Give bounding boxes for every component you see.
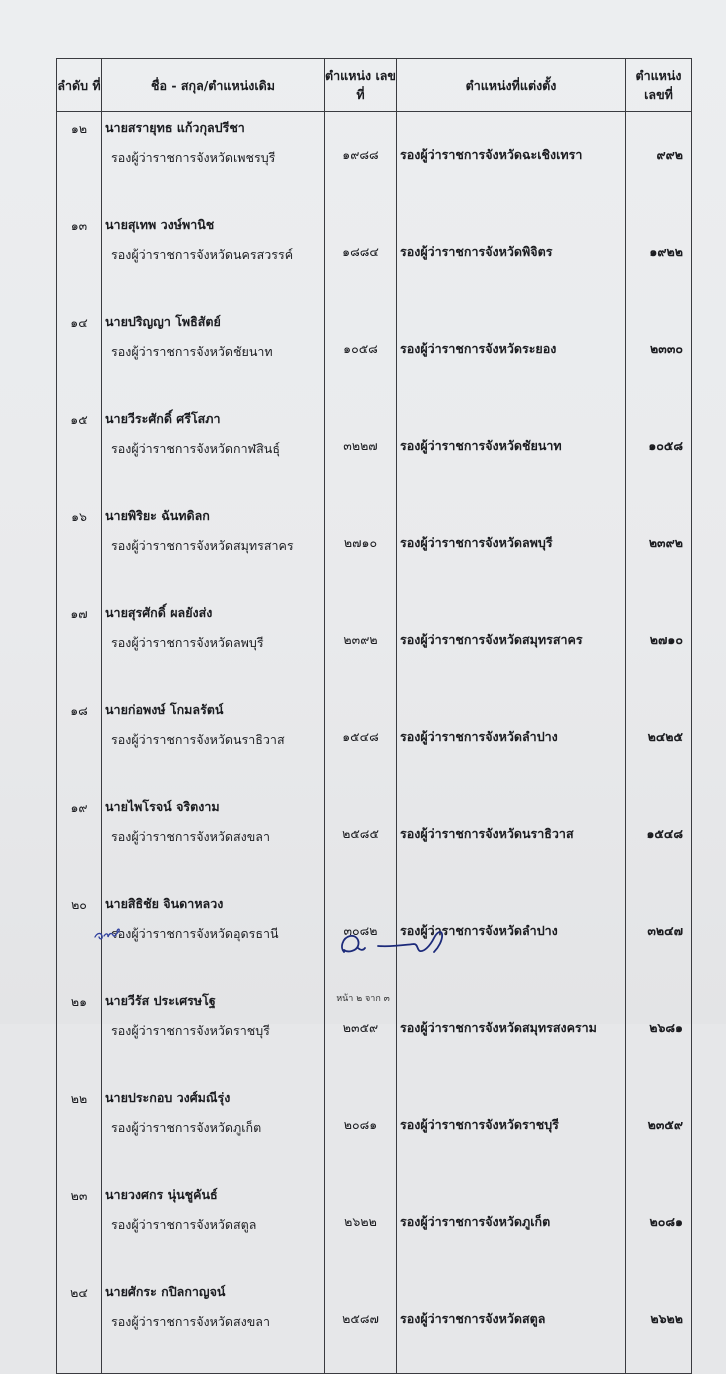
name-cell [102, 403, 325, 500]
new-position-number: ๒๔๒๕ [626, 694, 692, 791]
table-row [57, 306, 692, 403]
old-position: รองผู้ว่าราชการจังหวัดเพชรบุรี [111, 150, 276, 165]
handwritten-signature [334, 926, 460, 960]
row-number: ๒๑ [57, 985, 102, 1082]
old-position-number: ๑๕๔๘ [325, 694, 397, 791]
old-position-number: ๒๕๘๕ [325, 791, 397, 888]
new-position-number: ๒๓๕๙ [626, 1082, 692, 1179]
old-position-number: ๒๕๘๗ [325, 1276, 397, 1374]
new-position: รองผู้ว่าราชการจังหวัดภูเก็ต [397, 1179, 626, 1276]
new-position-number: ๒๐๘๑ [626, 1179, 692, 1276]
table-row [57, 1276, 692, 1374]
old-position: รองผู้ว่าราชการจังหวัดสตูล [111, 1217, 257, 1232]
name-cell [102, 500, 325, 597]
old-position: รองผู้ว่าราชการจังหวัดลพบุรี [111, 635, 264, 650]
row-number: ๒๐ [57, 888, 102, 985]
row-number: ๑๗ [57, 597, 102, 694]
old-position: รองผู้ว่าราชการจังหวัดชัยนาท [111, 344, 273, 359]
person-name: นายวีระศักดิ์ ศรีโสภา [105, 411, 221, 426]
row-number: ๑๓ [57, 209, 102, 306]
table-row [57, 500, 692, 597]
new-position: รองผู้ว่าราชการจังหวัดราชบุรี [397, 1082, 626, 1179]
new-position: รองผู้ว่าราชการจังหวัดพิจิตร [397, 209, 626, 306]
name-cell [102, 112, 325, 210]
new-position: รองผู้ว่าราชการจังหวัดฉะเชิงเทรา [397, 112, 626, 210]
row-number: ๒๓ [57, 1179, 102, 1276]
header-old-position-number: ตำแหน่ง เลขที่ [325, 59, 397, 112]
new-position-number: ๓๒๔๗ [626, 888, 692, 985]
person-name: นายสุเทพ วงษ์พานิช [105, 217, 215, 232]
table-header-row [57, 59, 692, 112]
name-cell [102, 1082, 325, 1179]
person-name: นายพิริยะ ฉันทดิลก [105, 508, 210, 523]
old-position: รองผู้ว่าราชการจังหวัดสมุทรสาคร [111, 538, 294, 553]
new-position-number: ๒๓๙๒ [626, 500, 692, 597]
table-row [57, 1082, 692, 1179]
table-body [57, 112, 692, 1374]
new-position: รองผู้ว่าราชการจังหวัดชัยนาท [397, 403, 626, 500]
handwritten-initials [93, 925, 133, 943]
new-position-number: ๑๙๒๒ [626, 209, 692, 306]
table-row [57, 209, 692, 306]
new-position-number: ๒๗๑๐ [626, 597, 692, 694]
new-position-number: ๙๙๒ [626, 112, 692, 210]
new-position: รองผู้ว่าราชการจังหวัดลพบุรี [397, 500, 626, 597]
table-row [57, 791, 692, 888]
old-position-number: ๑๙๘๘ [325, 112, 397, 210]
appointment-table [56, 58, 692, 1374]
old-position-number: ๒๓๙๒ [325, 597, 397, 694]
old-position-number: ๑๐๕๘ [325, 306, 397, 403]
name-cell [102, 791, 325, 888]
old-position-number: ๓๐๘๒ [325, 888, 397, 985]
name-cell [102, 1276, 325, 1374]
header-seq: ลำดับ ที่ [57, 59, 102, 112]
header-new-position-number: ตำแหน่ง เลขที่ [626, 59, 692, 112]
person-name: นายสรายุทธ แก้วกุลปรีชา [105, 120, 245, 135]
name-cell [102, 694, 325, 791]
old-position: รองผู้ว่าราชการจังหวัดอุดรธานี [111, 926, 279, 941]
name-cell [102, 306, 325, 403]
row-number: ๑๙ [57, 791, 102, 888]
person-name: นายวงศกร นุ่นชูคันธ์ [105, 1187, 218, 1202]
person-name: นายประกอบ วงศ์มณีรุ่ง [105, 1090, 231, 1105]
table-row [57, 403, 692, 500]
row-number: ๒๒ [57, 1082, 102, 1179]
old-position-number: ๒๐๘๑ [325, 1082, 397, 1179]
old-position-number: ๒๖๒๒ [325, 1179, 397, 1276]
new-position-number: ๑๕๔๘ [626, 791, 692, 888]
new-position-number: ๒๖๒๒ [626, 1276, 692, 1374]
person-name: นายสิธิชัย จินดาหลวง [105, 896, 224, 911]
old-position-number: ๒๗๑๐ [325, 500, 397, 597]
row-number: ๑๔ [57, 306, 102, 403]
row-number: ๒๔ [57, 1276, 102, 1374]
new-position: รองผู้ว่าราชการจังหวัดสมุทรสาคร [397, 597, 626, 694]
table-row [57, 597, 692, 694]
old-position: รองผู้ว่าราชการจังหวัดนครสวรรค์ [111, 247, 294, 262]
row-number: ๑๕ [57, 403, 102, 500]
old-position: รองผู้ว่าราชการจังหวัดสงขลา [111, 1314, 270, 1329]
table-row [57, 112, 692, 210]
new-position: รองผู้ว่าราชการจังหวัดสตูล [397, 1276, 626, 1374]
header-new-position: ตำแหน่งที่แต่งตั้ง [397, 59, 626, 112]
old-position: รองผู้ว่าราชการจังหวัดราชบุรี [111, 1023, 270, 1038]
person-name: นายไพโรจน์ จริตงาม [105, 799, 220, 814]
name-cell [102, 597, 325, 694]
person-name: นายศักระ กปิลกาญจน์ [105, 1284, 226, 1299]
new-position: รองผู้ว่าราชการจังหวัดระยอง [397, 306, 626, 403]
header-name: ชื่อ - สกุล/ตำแหน่งเดิม [102, 59, 325, 112]
name-cell [102, 888, 325, 985]
name-cell [102, 209, 325, 306]
table-row [57, 1179, 692, 1276]
person-name: นายวีรัส ประเศรษโฐ [105, 993, 216, 1008]
row-number: ๑๘ [57, 694, 102, 791]
old-position: รองผู้ว่าราชการจังหวัดกาฬสินธุ์ [111, 441, 280, 456]
old-position-number: ๑๘๘๔ [325, 209, 397, 306]
old-position: รองผู้ว่าราชการจังหวัดนราธิวาส [111, 732, 285, 747]
table-row [57, 694, 692, 791]
new-position: รองผู้ว่าราชการจังหวัดลำปาง [397, 888, 626, 985]
person-name: นายปริญญา โพธิสัตย์ [105, 314, 221, 329]
page-number: หน้า ๒ จาก ๓ [336, 994, 390, 1004]
new-position-number: ๒๖๘๑ [626, 985, 692, 1082]
new-position: รองผู้ว่าราชการจังหวัดนราธิวาส [397, 791, 626, 888]
name-cell [102, 1179, 325, 1276]
old-position: รองผู้ว่าราชการจังหวัดสงขลา [111, 829, 270, 844]
old-position-number: ๓๒๒๗ [325, 403, 397, 500]
old-position-number: ๒๓๕๙ [325, 985, 397, 1082]
new-position: รองผู้ว่าราชการจังหวัดสมุทรสงคราม [397, 985, 626, 1082]
new-position: รองผู้ว่าราชการจังหวัดลำปาง [397, 694, 626, 791]
new-position-number: ๑๐๕๘ [626, 403, 692, 500]
person-name: นายก่อพงษ์ โกมลรัตน์ [105, 702, 224, 717]
row-number: ๑๖ [57, 500, 102, 597]
row-number: ๑๒ [57, 112, 102, 210]
old-position: รองผู้ว่าราชการจังหวัดภูเก็ต [111, 1120, 262, 1135]
new-position-number: ๒๓๓๐ [626, 306, 692, 403]
person-name: นายสุรศักดิ์ ผลยังส่ง [105, 605, 213, 620]
